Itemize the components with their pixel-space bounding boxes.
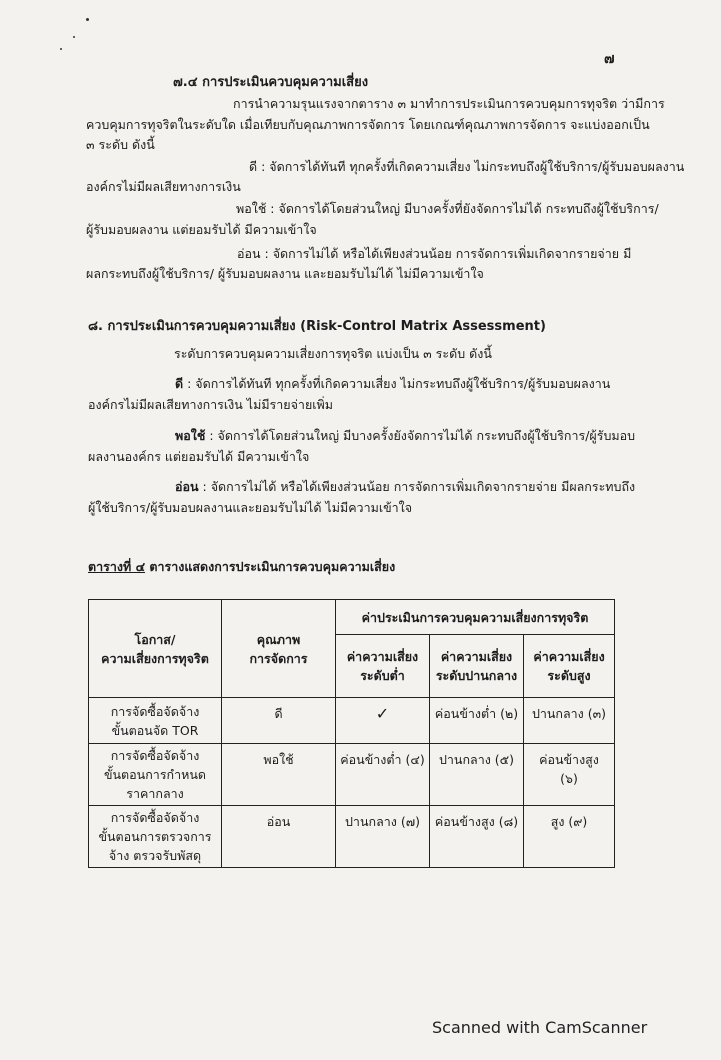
- cell-mid: ค่อนข้างสูง (๘): [430, 806, 524, 868]
- paragraph-line: ผู้ใช้บริการ/ผู้รับมอบผลงานและยอมรับไม่ได้ ไม่มีความเข้าใจ: [88, 500, 413, 515]
- paragraph-line: องค์กรไม่มีผลเสียทางการเงิน ไม่มีรายจ่ายเพิ่ม: [88, 397, 334, 412]
- scan-speck: [86, 18, 89, 21]
- cell-high: [524, 744, 615, 806]
- table-row: [89, 744, 615, 806]
- cell-low-checkmark: ✓: [336, 698, 430, 744]
- cell-quality: อ่อน: [222, 806, 336, 868]
- cell-text: การจัดซื้อจัดจ้าง: [110, 703, 200, 719]
- scanner-watermark: Scanned with CamScanner: [432, 1018, 648, 1037]
- header-group: ค่าประเมินการควบคุมความเสี่ยงการทุจริต: [336, 600, 615, 635]
- header-text: โอกาส/: [134, 631, 176, 647]
- paragraph-line: ดี : จัดการได้ทันที ทุกครั้งที่เกิดความเสี่ยง ไม่กระทบถึงผู้ใช้บริการ/ผู้รับมอบผลงาน: [249, 159, 685, 174]
- cell-mid: ค่อนข้างต่ำ (๒): [430, 698, 524, 744]
- header-text: ระดับปานกลาง: [435, 668, 518, 684]
- paragraph-line: ผู้รับมอบผลงาน แต่ยอมรับได้ มีความเข้าใจ: [86, 222, 317, 237]
- term-weak: อ่อน: [175, 479, 199, 494]
- cell-text: ราคากลาง: [126, 786, 184, 801]
- term-definition: : จัดการได้โดยส่วนใหญ่ มีบางครั้งยังจัดการไม่ได้ กระทบถึงผู้ใช้บริการ/ผู้รับมอบ: [205, 428, 636, 443]
- section-8-title: ๘. การประเมินการควบคุมความเสี่ยง (Risk-Control Matrix Assessment): [88, 319, 546, 334]
- paragraph-line: การนำความรุนแรงจากตาราง ๓ มาทำการประเมินการควบคุมการทุจริต ว่ามีการ: [233, 96, 665, 111]
- paragraph-line: องค์กรไม่มีผลเสียทางการเงิน: [86, 179, 241, 194]
- table-caption: [88, 558, 395, 576]
- cell-low: ปานกลาง (๗): [336, 806, 430, 868]
- cell-high: [524, 698, 615, 744]
- cell-text: (๖): [560, 771, 578, 786]
- header-text: ระดับสูง: [547, 668, 591, 684]
- header-text: ค่าความเสี่ยง: [346, 649, 419, 665]
- table-header-row: [89, 600, 615, 635]
- header-opportunity: [89, 600, 222, 698]
- header-quality: [222, 600, 336, 698]
- header-high: [524, 635, 615, 698]
- header-text: ค่าความเสี่ยง: [440, 649, 513, 665]
- header-text: ระดับต่ำ: [360, 668, 405, 684]
- table-caption-label: ตารางที่ ๔: [88, 559, 146, 574]
- cell-risk: [89, 698, 222, 744]
- paragraph-line: อ่อน : จัดการไม่ได้ หรือได้เพียงส่วนน้อย การจัดการเพิ่มเกิดจากรายจ่าย มี: [237, 246, 632, 261]
- header-mid: [430, 635, 524, 698]
- table-row: [89, 806, 615, 868]
- paragraph-line: ระดับการควบคุมความเสี่ยงการทุจริต แบ่งเป็น ๓ ระดับ ดังนี้: [174, 346, 492, 361]
- cell-text: การจัดซื้อจัดจ้าง: [110, 810, 200, 825]
- paragraph-line: [175, 375, 610, 393]
- scan-speck: [73, 36, 75, 38]
- header-text: ความเสี่ยงการทุจริต: [101, 650, 209, 666]
- paragraph-line: ผลงานองค์กร แต่ยอมรับได้ มีความเข้าใจ: [88, 449, 310, 464]
- page-number: ๗: [604, 51, 615, 67]
- term-definition: : จัดการไม่ได้ หรือได้เพียงส่วนน้อย การจัดการเพิ่มเกิดจากรายจ่าย มีผลกระทบถึง: [198, 479, 636, 494]
- paragraph-line: ผลกระทบถึงผู้ใช้บริการ/ ผู้รับมอบผลงาน และยอมรับไม่ได้ ไม่มีความเข้าใจ: [86, 266, 484, 281]
- cell-text: ขั้นตอนจัด TOR: [111, 722, 199, 738]
- cell-risk: [89, 806, 222, 868]
- cell-low: ค่อนข้างต่ำ (๔): [336, 744, 430, 806]
- scan-speck: [60, 48, 62, 50]
- header-text: คุณภาพ: [256, 631, 301, 647]
- term-definition: : จัดการได้ทันที ทุกครั้งที่เกิดความเสี่ยง ไม่กระทบถึงผู้ใช้บริการ/ผู้รับมอบผลงาน: [183, 376, 611, 391]
- paragraph-line: พอใช้ : จัดการได้โดยส่วนใหญ่ มีบางครั้งที่ยังจัดการไม่ได้ กระทบถึงผู้ใช้บริการ/: [236, 201, 659, 216]
- table-caption-text: ตารางแสดงการประเมินการควบคุมความเสี่ยง: [145, 559, 396, 574]
- header-text: การจัดการ: [249, 650, 308, 666]
- cell-text: ค่อนข้างสูง: [539, 752, 599, 767]
- section-7-4-title: ๗.๔ การประเมินควบคุมความเสี่ยง: [173, 75, 369, 90]
- cell-high: [524, 806, 615, 868]
- cell-mid: ปานกลาง (๕): [430, 744, 524, 806]
- cell-risk: [89, 744, 222, 806]
- cell-quality: พอใช้: [222, 744, 336, 806]
- cell-text: ขั้นตอนการตรวจการ: [98, 829, 212, 844]
- risk-control-table: [88, 599, 615, 868]
- term-good: ดี: [175, 376, 184, 391]
- header-text: ค่าความเสี่ยง: [533, 649, 605, 665]
- cell-text: สูง (๙): [550, 814, 588, 829]
- paragraph-line: ๓ ระดับ ดังนี้: [86, 137, 155, 152]
- paragraph-line: ควบคุมการทุจริตในระดับใด เมื่อเทียบกับคุณภาพการจัดการ โดยเกณฑ์คุณภาพการจัดการ จะแบ่งออกเป็น: [86, 117, 650, 132]
- header-low: [336, 635, 430, 698]
- cell-text: ปานกลาง (๓): [531, 706, 607, 721]
- paragraph-line: [175, 478, 635, 496]
- paragraph-line: [175, 427, 635, 445]
- cell-text: จ้าง ตรวจรับพัสดุ: [108, 848, 202, 863]
- cell-text: ขั้นตอนการกำหนด: [103, 767, 207, 782]
- table-row: [89, 698, 615, 744]
- cell-text: การจัดซื้อจัดจ้าง: [110, 748, 200, 763]
- cell-quality: ดี: [222, 698, 336, 744]
- term-fair: พอใช้: [175, 428, 206, 443]
